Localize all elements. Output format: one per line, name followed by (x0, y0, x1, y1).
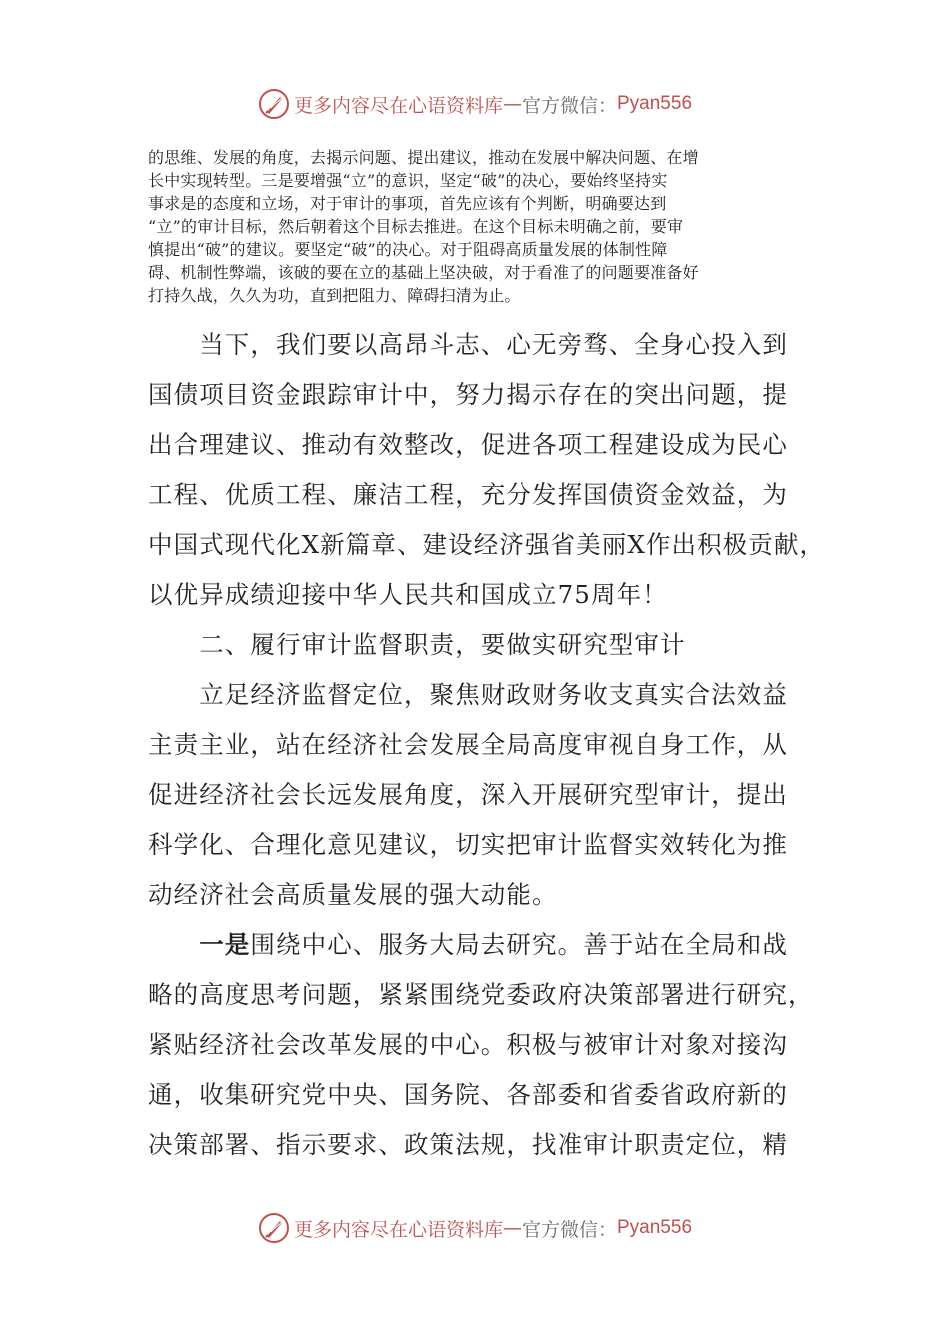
header-site-text: 更多内容尽在心语资料库 (293, 94, 503, 117)
paragraph-3-line: 紧贴经济社会改革发展的中心。积极与被审计对象对接沟 (148, 1030, 788, 1059)
header-wechat-label: 官方微信： (521, 94, 617, 117)
paragraph-3-line: 略的高度思考问题，紧紧围绕党委政府决策部署进行研究， (148, 980, 814, 1009)
paragraph-3-first-line (148, 930, 828, 980)
small-paragraph-line: “立”的审计目标，然后朝着这个目标去推进。在这个目标未明确之前，要审 (148, 217, 684, 236)
paragraph-3-lead: 一是 (199, 930, 251, 959)
small-paragraph (148, 146, 808, 307)
small-paragraph-line: 的思维、发展的角度，去揭示问题、提出建议，推动在发展中解决问题、在增 (148, 148, 699, 167)
paragraph-1-line: 国债项目资金跟踪审计中，努力揭示存在的突出问题，提 (148, 380, 788, 409)
paragraph-3-first-line-rest: 围绕中心、服务大局去研究。善于站在全局和战 (250, 930, 789, 959)
small-paragraph-line: 打持久战，久久为功，直到把阻力、障碍扫清为止。 (148, 286, 521, 305)
small-paragraph-line: 慎提出“破”的建议。要坚定“破”的决心。对于阻碍高质量发展的体制性障 (148, 240, 668, 259)
small-paragraph-line: 长中实现转型。三是要增强“立”的意识，坚定“破”的决心，要始终坚持实 (148, 171, 668, 190)
footer-wechat-label: 官方微信： (521, 1218, 617, 1241)
paragraph-1-line: 以优异成绩迎接中华人民共和国成立75周年！ (148, 580, 668, 609)
header-banner (0, 84, 950, 124)
header-wechat-id: Pyan556 (617, 93, 693, 114)
footer-wechat-id: Pyan556 (617, 1217, 693, 1238)
footer-site-text: 更多内容尽在心语资料库 (293, 1218, 503, 1241)
quill-pen-logo-icon (258, 88, 290, 120)
paragraph-1-line: 工程、优质工程、廉洁工程，充分发挥国债资金效益，为 (148, 480, 788, 509)
section-heading: 二、履行审计监督职责，要做实研究型审计 (148, 630, 686, 659)
paragraph-1-line: 中国式现代化X新篇章、建设经济强省美丽X作出积极贡献， (148, 530, 826, 559)
quill-pen-logo-icon (258, 1212, 290, 1244)
small-paragraph-line: 碍、机制性弊端，该破的要在立的基础上坚决破，对于看准了的问题要准备好 (148, 263, 699, 282)
paragraph-2-line: 科学化、合理化意见建议，切实把审计监督实效转化为推 (148, 830, 788, 859)
header-separator: — (502, 93, 522, 115)
footer-banner (0, 1208, 950, 1248)
paragraph-2-line: 动经济社会高质量发展的强大动能。 (148, 880, 558, 909)
paragraph-1-line: 出合理建议、推动有效整改，促进各项工程建设成为民心 (148, 430, 788, 459)
paragraph-1-line: 当下，我们要以高昂斗志、心无旁骛、全身心投入到 (148, 330, 788, 359)
paragraph-2-line: 促进经济社会长远发展角度，深入开展研究型审计，提出 (148, 780, 788, 809)
small-paragraph-line: 事求是的态度和立场，对于审计的事项，首先应该有个判断，明确要达到 (148, 194, 667, 213)
paragraph-3-line: 决策部署、指示要求、政策法规，找准审计职责定位，精 (148, 1130, 788, 1159)
paragraph-2-line: 立足经济监督定位，聚焦财政财务收支真实合法效益 (148, 680, 788, 709)
document-body (148, 330, 828, 1180)
footer-separator: — (502, 1217, 522, 1239)
paragraph-2-line: 主责主业，站在经济社会发展全局高度审视自身工作，从 (148, 730, 788, 759)
paragraph-3-line: 通，收集研究党中央、国务院、各部委和省委省政府新的 (148, 1080, 788, 1109)
